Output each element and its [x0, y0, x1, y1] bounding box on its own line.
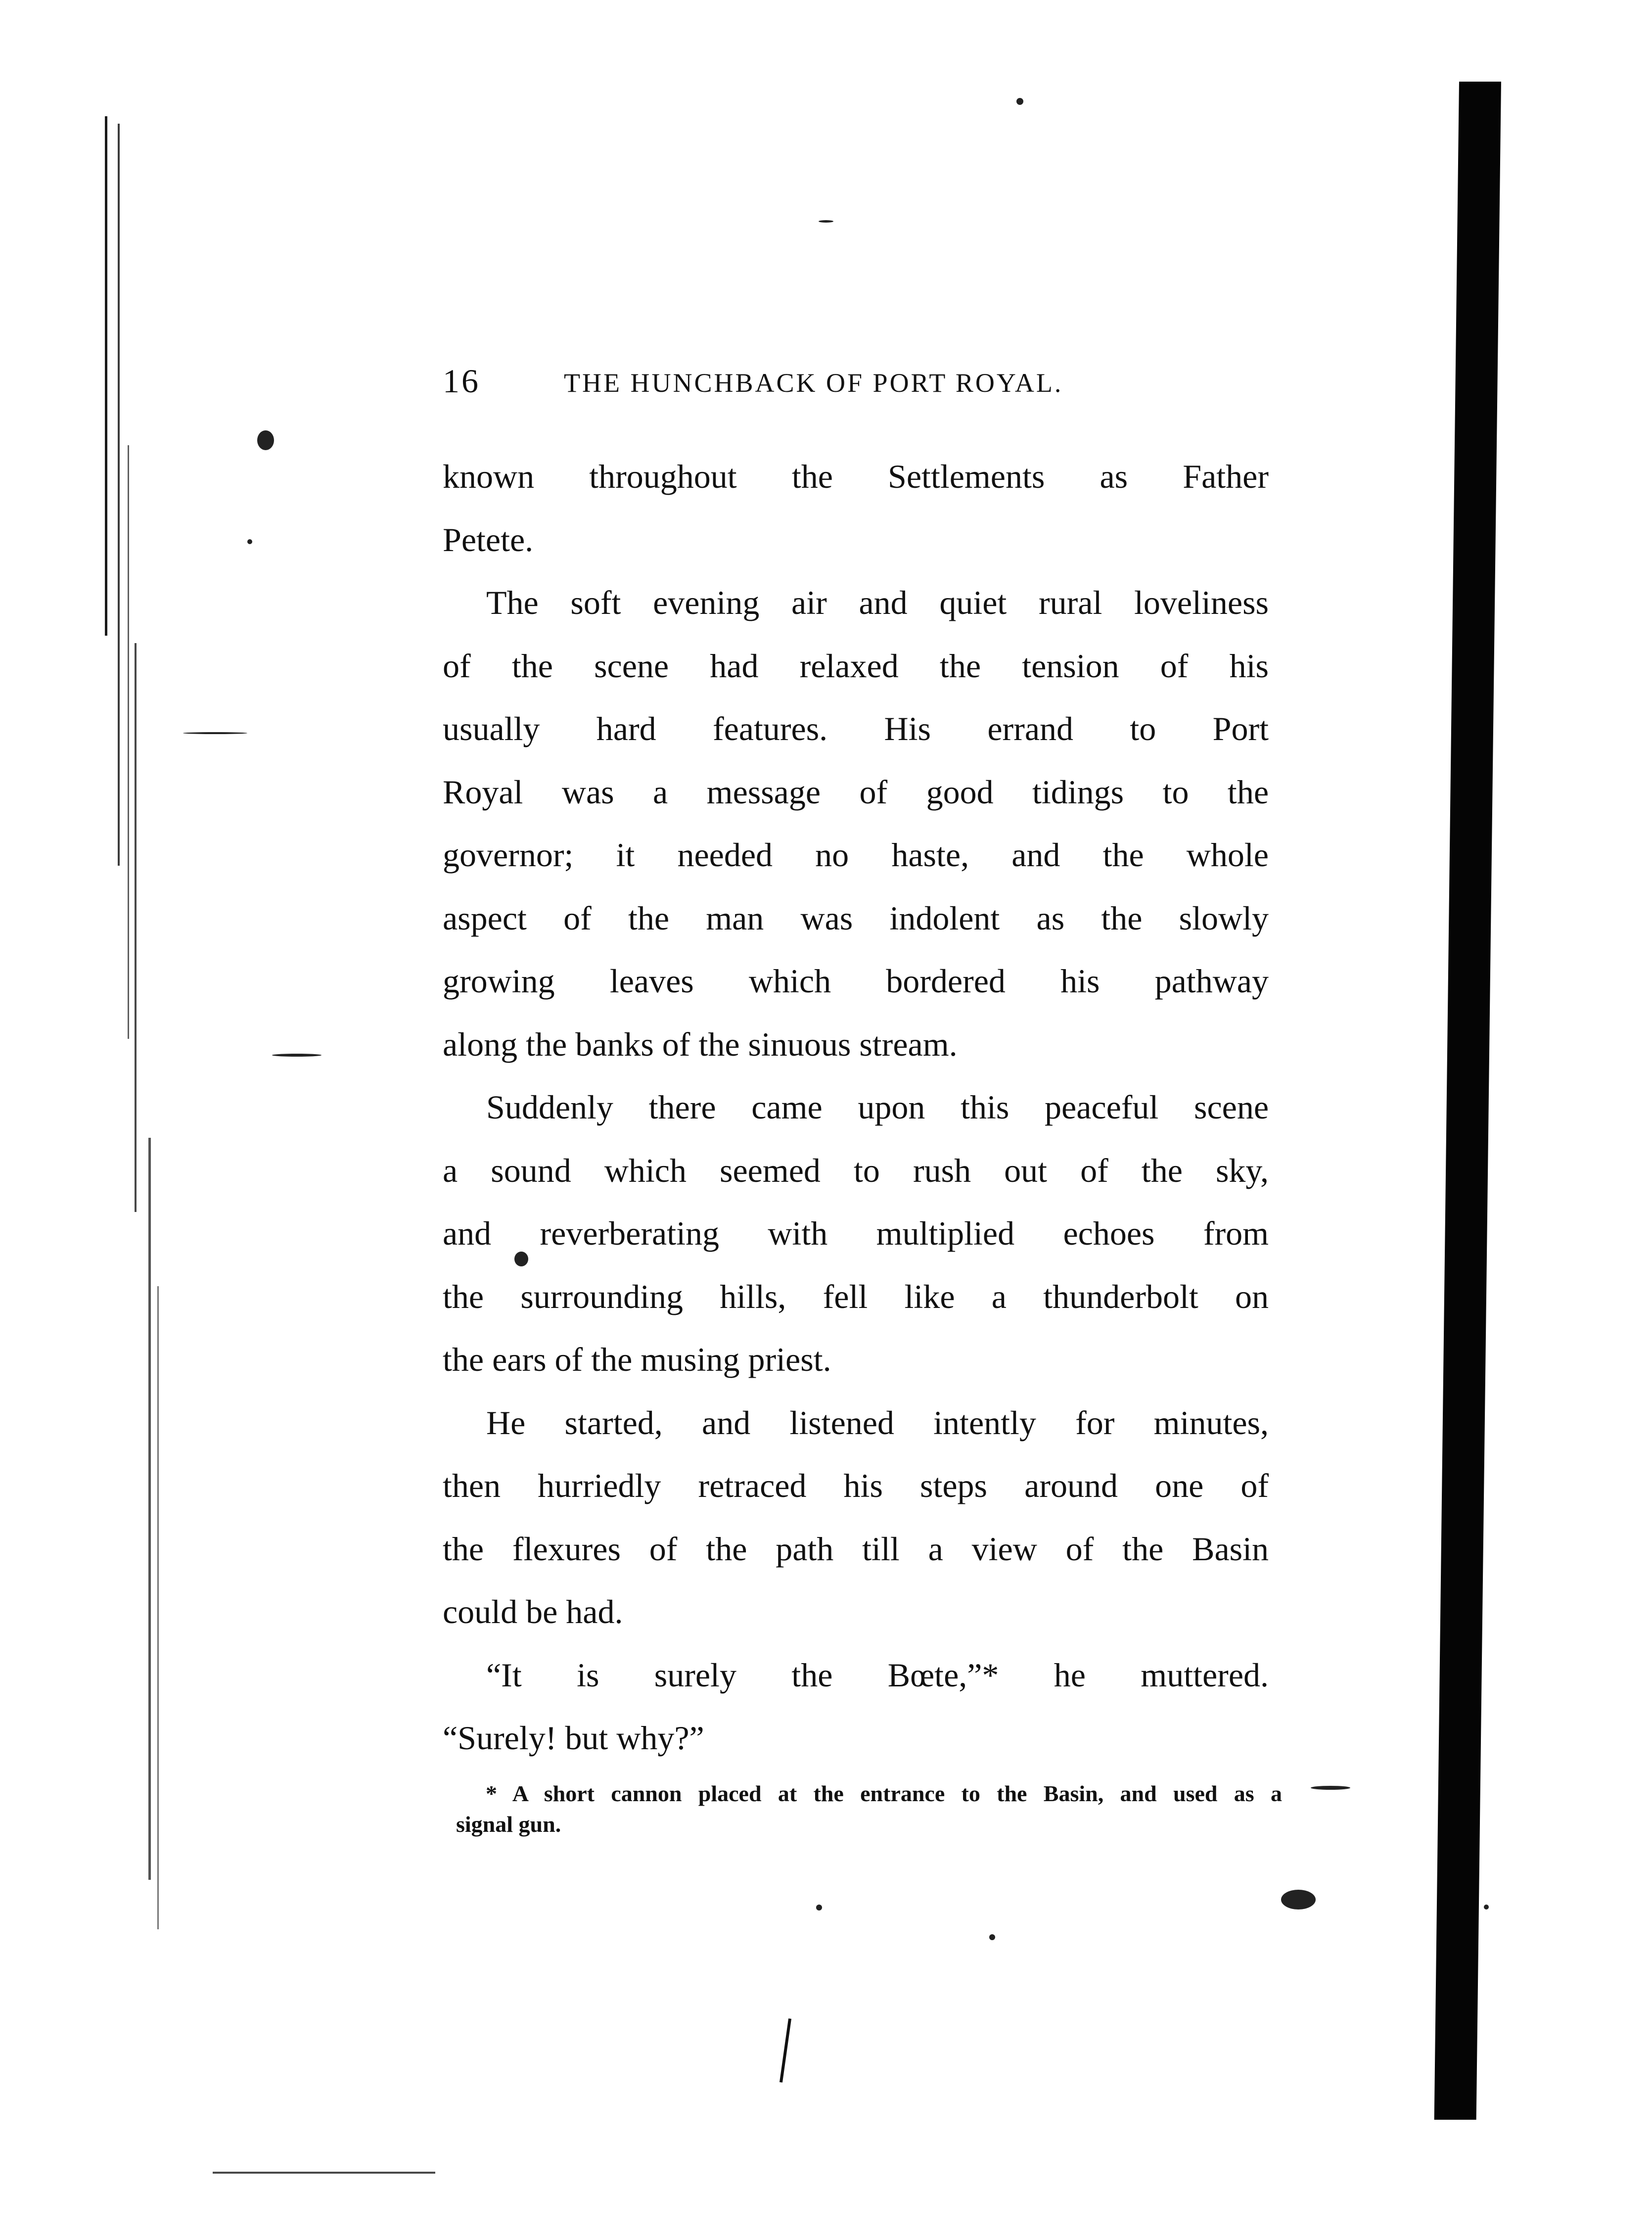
binding-edge-line — [157, 1286, 159, 1929]
text-line: Suddenly there came upon this peaceful scene — [486, 1088, 1269, 1126]
binding-edge-line — [213, 2172, 435, 2174]
scan-speck — [272, 1054, 321, 1057]
text-line: the surrounding hills, fell like a thunderbolt on — [443, 1277, 1269, 1315]
paragraph — [443, 1644, 1269, 1770]
binding-edge-line — [148, 1138, 151, 1880]
footnote-line: * A short cannon placed at the entrance to the Basin, and used as a — [486, 1781, 1282, 1806]
paragraph — [443, 571, 1269, 1076]
footnote-line: signal gun. — [456, 1812, 561, 1837]
paragraph — [443, 1392, 1269, 1644]
scan-speck — [1311, 1786, 1350, 1790]
text-line: The soft evening air and quiet rural loveliness — [486, 584, 1269, 621]
body-text — [443, 445, 1269, 1770]
binding-edge-line — [105, 116, 107, 636]
text-line: then hurriedly retraced his steps around one of — [443, 1467, 1269, 1504]
scan-speck — [1484, 1905, 1489, 1909]
binding-edge-line — [135, 643, 137, 1212]
text-line: along the banks of the sinuous stream. — [443, 1025, 958, 1063]
scan-stroke — [780, 2018, 791, 2083]
page-number: 16 — [443, 362, 480, 400]
text-line: aspect of the man was indolent as the slowly — [443, 899, 1269, 937]
text-line: known throughout the Settlements as Father — [443, 458, 1269, 495]
text-line: and reverberating with multiplied echoes from — [443, 1214, 1269, 1252]
scan-speck — [816, 1905, 822, 1910]
text-line: Petete. — [443, 520, 534, 559]
scan-speck — [183, 732, 247, 734]
right-edge-shadow — [1434, 82, 1501, 2120]
scan-speck — [819, 220, 833, 223]
paragraph — [443, 445, 1269, 571]
text-line: could be had. — [443, 1593, 623, 1630]
binding-edge-line — [128, 445, 129, 1039]
text-line: growing leaves which bordered his pathway — [443, 962, 1269, 1000]
scan-speck — [989, 1934, 995, 1940]
text-line: the flexures of the path till a view of the Basin — [443, 1530, 1269, 1568]
scan-speck — [247, 539, 252, 544]
text-line: of the scene had relaxed the tension of his — [443, 647, 1269, 685]
scan-speck — [1016, 98, 1023, 105]
text-line: Royal was a message of good tidings to the — [443, 773, 1269, 811]
scan-speck — [1281, 1890, 1316, 1909]
text-line: “It is surely the Bœte,”* he muttered. — [486, 1656, 1269, 1694]
text-line: the ears of the musing priest. — [443, 1341, 831, 1378]
text-line: usually hard features. His errand to Port — [443, 710, 1269, 747]
footnote — [456, 1778, 1282, 1840]
text-line: He started, and listened intently for minutes, — [486, 1403, 1269, 1442]
text-line: governor; it needed no haste, and the whole — [443, 836, 1269, 874]
running-title: THE HUNCHBACK OF PORT ROYAL. — [564, 368, 1063, 398]
binding-edge-line — [118, 124, 120, 866]
scan-speck — [257, 430, 274, 450]
paragraph — [443, 1076, 1269, 1392]
text-line: “Surely! but why?” — [443, 1719, 704, 1757]
running-header — [443, 356, 1284, 406]
text-line: a sound which seemed to rush out of the sky, — [443, 1151, 1269, 1189]
